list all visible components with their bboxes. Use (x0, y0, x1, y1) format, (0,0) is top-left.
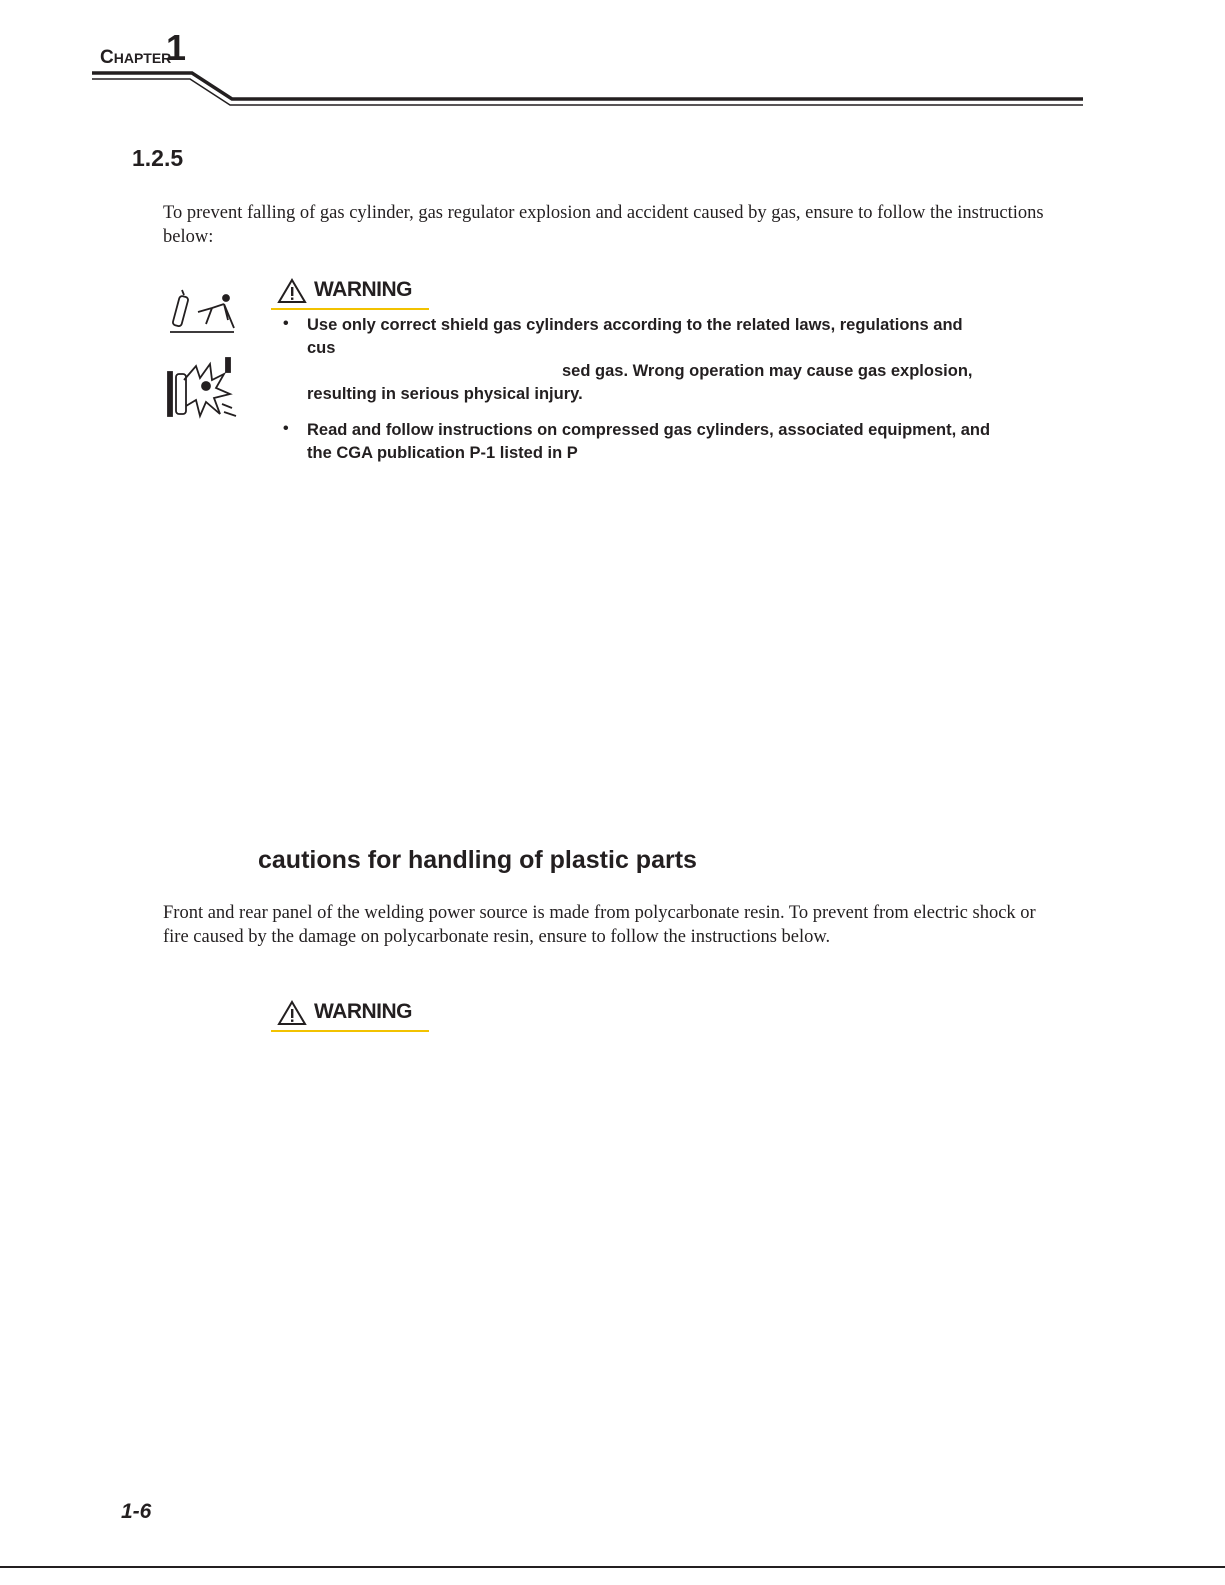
chapter-label: CHAPTER (100, 47, 172, 68)
warning-label (271, 278, 429, 310)
warning-text: WARNING (314, 278, 412, 301)
section-intro-paragraph: Front and rear panel of the welding power source is made from polycarbonate resin. To prevent from electric shock or fire caused by the damage on polycarbonate resin, ensure to follow the instructions below. (163, 903, 1036, 947)
page-number: 1-6 (121, 1500, 152, 1523)
bullet-text: resulting in serious physical injury. (307, 385, 583, 403)
page-bottom-rule (0, 1566, 1225, 1568)
bullet-text: cus (307, 339, 336, 357)
warning-triangle-icon (277, 1000, 307, 1026)
warning-triangle-icon (277, 278, 307, 304)
bullet-text: the CGA publication P-1 listed in P (307, 444, 578, 462)
chapter-number: 1 (166, 27, 187, 68)
bullet-text: Read and follow instructions on compressed gas cylinders, associated equipment, and (307, 421, 991, 439)
section-number: 1.2.5 (132, 145, 184, 171)
section-intro-paragraph: To prevent falling of gas cylinder, gas regulator explosion and accident caused by gas, ensure to follow the instructions below: (163, 203, 1044, 247)
falling-cylinder-icon (168, 288, 236, 336)
bullet-marker: • (283, 315, 289, 332)
bullet-marker: • (283, 420, 289, 437)
gas-explosion-icon (166, 356, 240, 422)
section-heading: cautions for handling of plastic parts (258, 846, 697, 874)
bullet-text: Use only correct shield gas cylinders according to the related laws, regulations and (307, 316, 963, 334)
warning-label (271, 1000, 429, 1032)
bullet-text: sed gas. Wrong operation may cause gas explosion, (562, 362, 973, 380)
warning-text: WARNING (314, 1000, 412, 1023)
